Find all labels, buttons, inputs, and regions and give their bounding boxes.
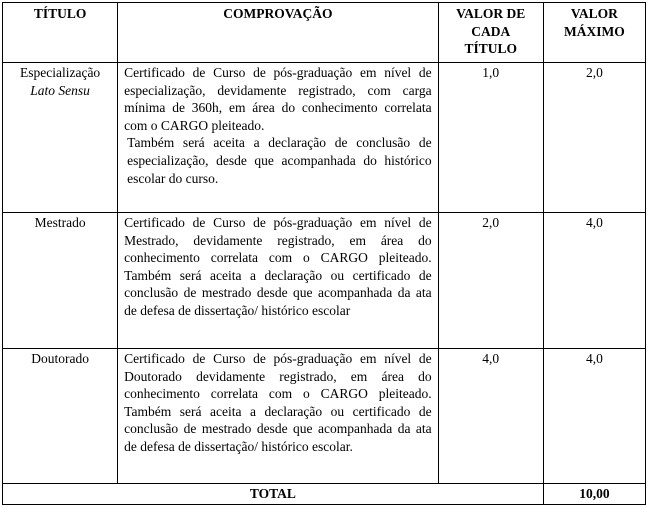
row-comprovacao (118, 63, 438, 213)
row-titulo: Mestrado (3, 213, 118, 349)
row-valor-maximo: 4,0 (543, 349, 645, 484)
comprovacao-paragraph: Certificado de Curso de pós-graduação em nível de Doutorado devidamente registrado, em área do conhecimento correlata com o CARGO pleiteado. Também será aceita a declaração ou certificado de conclusão de mestrado desde que acompanhada da ata de defesa de dissertação/ histórico escolar. (124, 351, 432, 454)
row-valor-cada: 4,0 (438, 349, 543, 484)
header-valor-cada-line3: TÍTULO (464, 41, 517, 57)
header-valor-max-line1: VALOR (570, 6, 618, 21)
total-label: TOTAL (3, 484, 544, 505)
header-valor-cada (438, 3, 543, 63)
row-valor-cada: 1,0 (438, 63, 543, 213)
header-row (3, 3, 646, 63)
comprovacao-paragraph: Também será aceita a declaração de conclusão de especialização, desde que acompanhada do histórico escolar do curso. (127, 135, 432, 186)
total-value: 10,00 (543, 484, 645, 505)
row-comprovacao (118, 349, 438, 484)
header-valor-maximo (543, 3, 645, 63)
row-titulo (3, 63, 118, 213)
row-valor-cada: 2,0 (438, 213, 543, 349)
row-valor-maximo: 2,0 (543, 63, 645, 213)
table-row (3, 349, 646, 484)
row-comprovacao (118, 213, 438, 349)
titles-table (2, 2, 646, 505)
header-valor-cada-line2: CADA (471, 23, 511, 39)
header-comprovacao: COMPROVAÇÃO (118, 3, 438, 63)
header-titulo: TÍTULO (3, 3, 118, 63)
header-valor-cada-line1: VALOR DE (456, 6, 526, 21)
table-row (3, 63, 646, 213)
row-titulo: Doutorado (3, 349, 118, 484)
total-row (3, 484, 646, 505)
table-row (3, 213, 646, 349)
titulo-line2: Lato Sensu (30, 82, 90, 98)
row-valor-maximo: 4,0 (543, 213, 645, 349)
titulo-line1: Especialização (19, 65, 101, 80)
comprovacao-paragraph: Certificado de Curso de pós-graduação em nível de Mestrado, devidamente registrado, em área do conhecimento correlata com o CARGO pleiteado. Também será aceita a declaração ou certificado de conclusão de mestrado desde que acompanhada da ata de defesa de dissertação/ histórico escolar (124, 215, 432, 318)
header-valor-max-line2: MÁXIMO (564, 23, 625, 39)
comprovacao-paragraph: Certificado de Curso de pós-graduação em nível de especialização, devidamente registrado, com carga mínima de 360h, em área do conhecimento correlata com o CARGO pleiteado. (124, 65, 432, 133)
